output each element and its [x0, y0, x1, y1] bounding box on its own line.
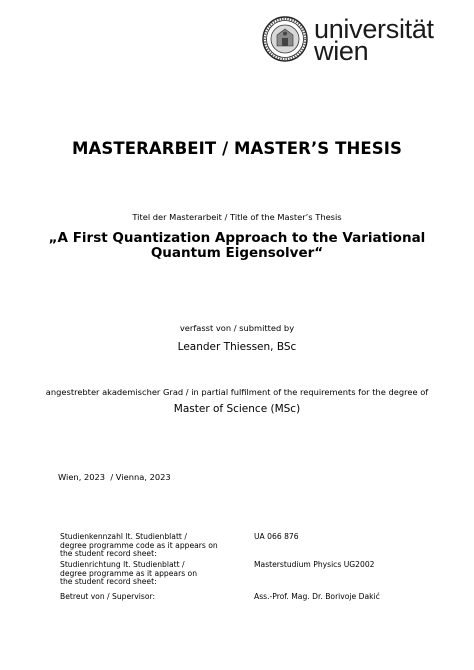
- degree-name: Master of Science (MSc): [173, 403, 301, 415]
- supervisor-label: [60, 593, 235, 602]
- author-label: verfasst von / submitted by: [179, 323, 295, 333]
- thesis-title-line1: „A First Quantization Approach to the Variational: [48, 230, 426, 246]
- logo-text-line2: wien: [314, 36, 369, 66]
- thesis-title: [0, 231, 474, 261]
- label-line: degree programme as it appears on: [60, 568, 198, 578]
- university-logo-text: [314, 14, 434, 66]
- programme-value: Masterstudium Physics UG2002: [254, 560, 375, 569]
- logo-text-line1: universität: [314, 14, 434, 44]
- label-line: degree programme code as it appears on: [60, 540, 218, 550]
- thesis-title-line2: Quantum Eigensolver“: [150, 245, 324, 261]
- page-title: MASTERARBEIT / MASTER’S THESIS: [72, 139, 402, 158]
- university-seal-icon: [262, 16, 308, 62]
- supervisor-value: Ass.-Prof. Mag. Dr. Borivoje Dakić: [254, 592, 380, 601]
- label-line: the student record sheet:: [60, 549, 157, 559]
- programme-code-label: [60, 533, 235, 559]
- thesis-title-label: Titel der Masterarbeit / Title of the Master’s Thesis: [132, 212, 342, 222]
- degree-label: angestrebter akademischer Grad / in partial fulfilment of the requirements for the degree of: [45, 387, 429, 397]
- label-line: Studienkennzahl lt. Studienblatt /: [60, 532, 187, 541]
- label-line: Studienrichtung lt. Studienblatt /: [60, 560, 185, 569]
- date-line: Wien, 2023 / Vienna, 2023: [58, 472, 171, 482]
- author-name: Leander Thiessen, BSc: [177, 341, 297, 353]
- label-line: the student record sheet:: [60, 577, 157, 587]
- programme-label: [60, 561, 235, 587]
- label-line: Betreut von / Supervisor:: [60, 592, 156, 601]
- programme-code-value: UA 066 876: [254, 532, 299, 541]
